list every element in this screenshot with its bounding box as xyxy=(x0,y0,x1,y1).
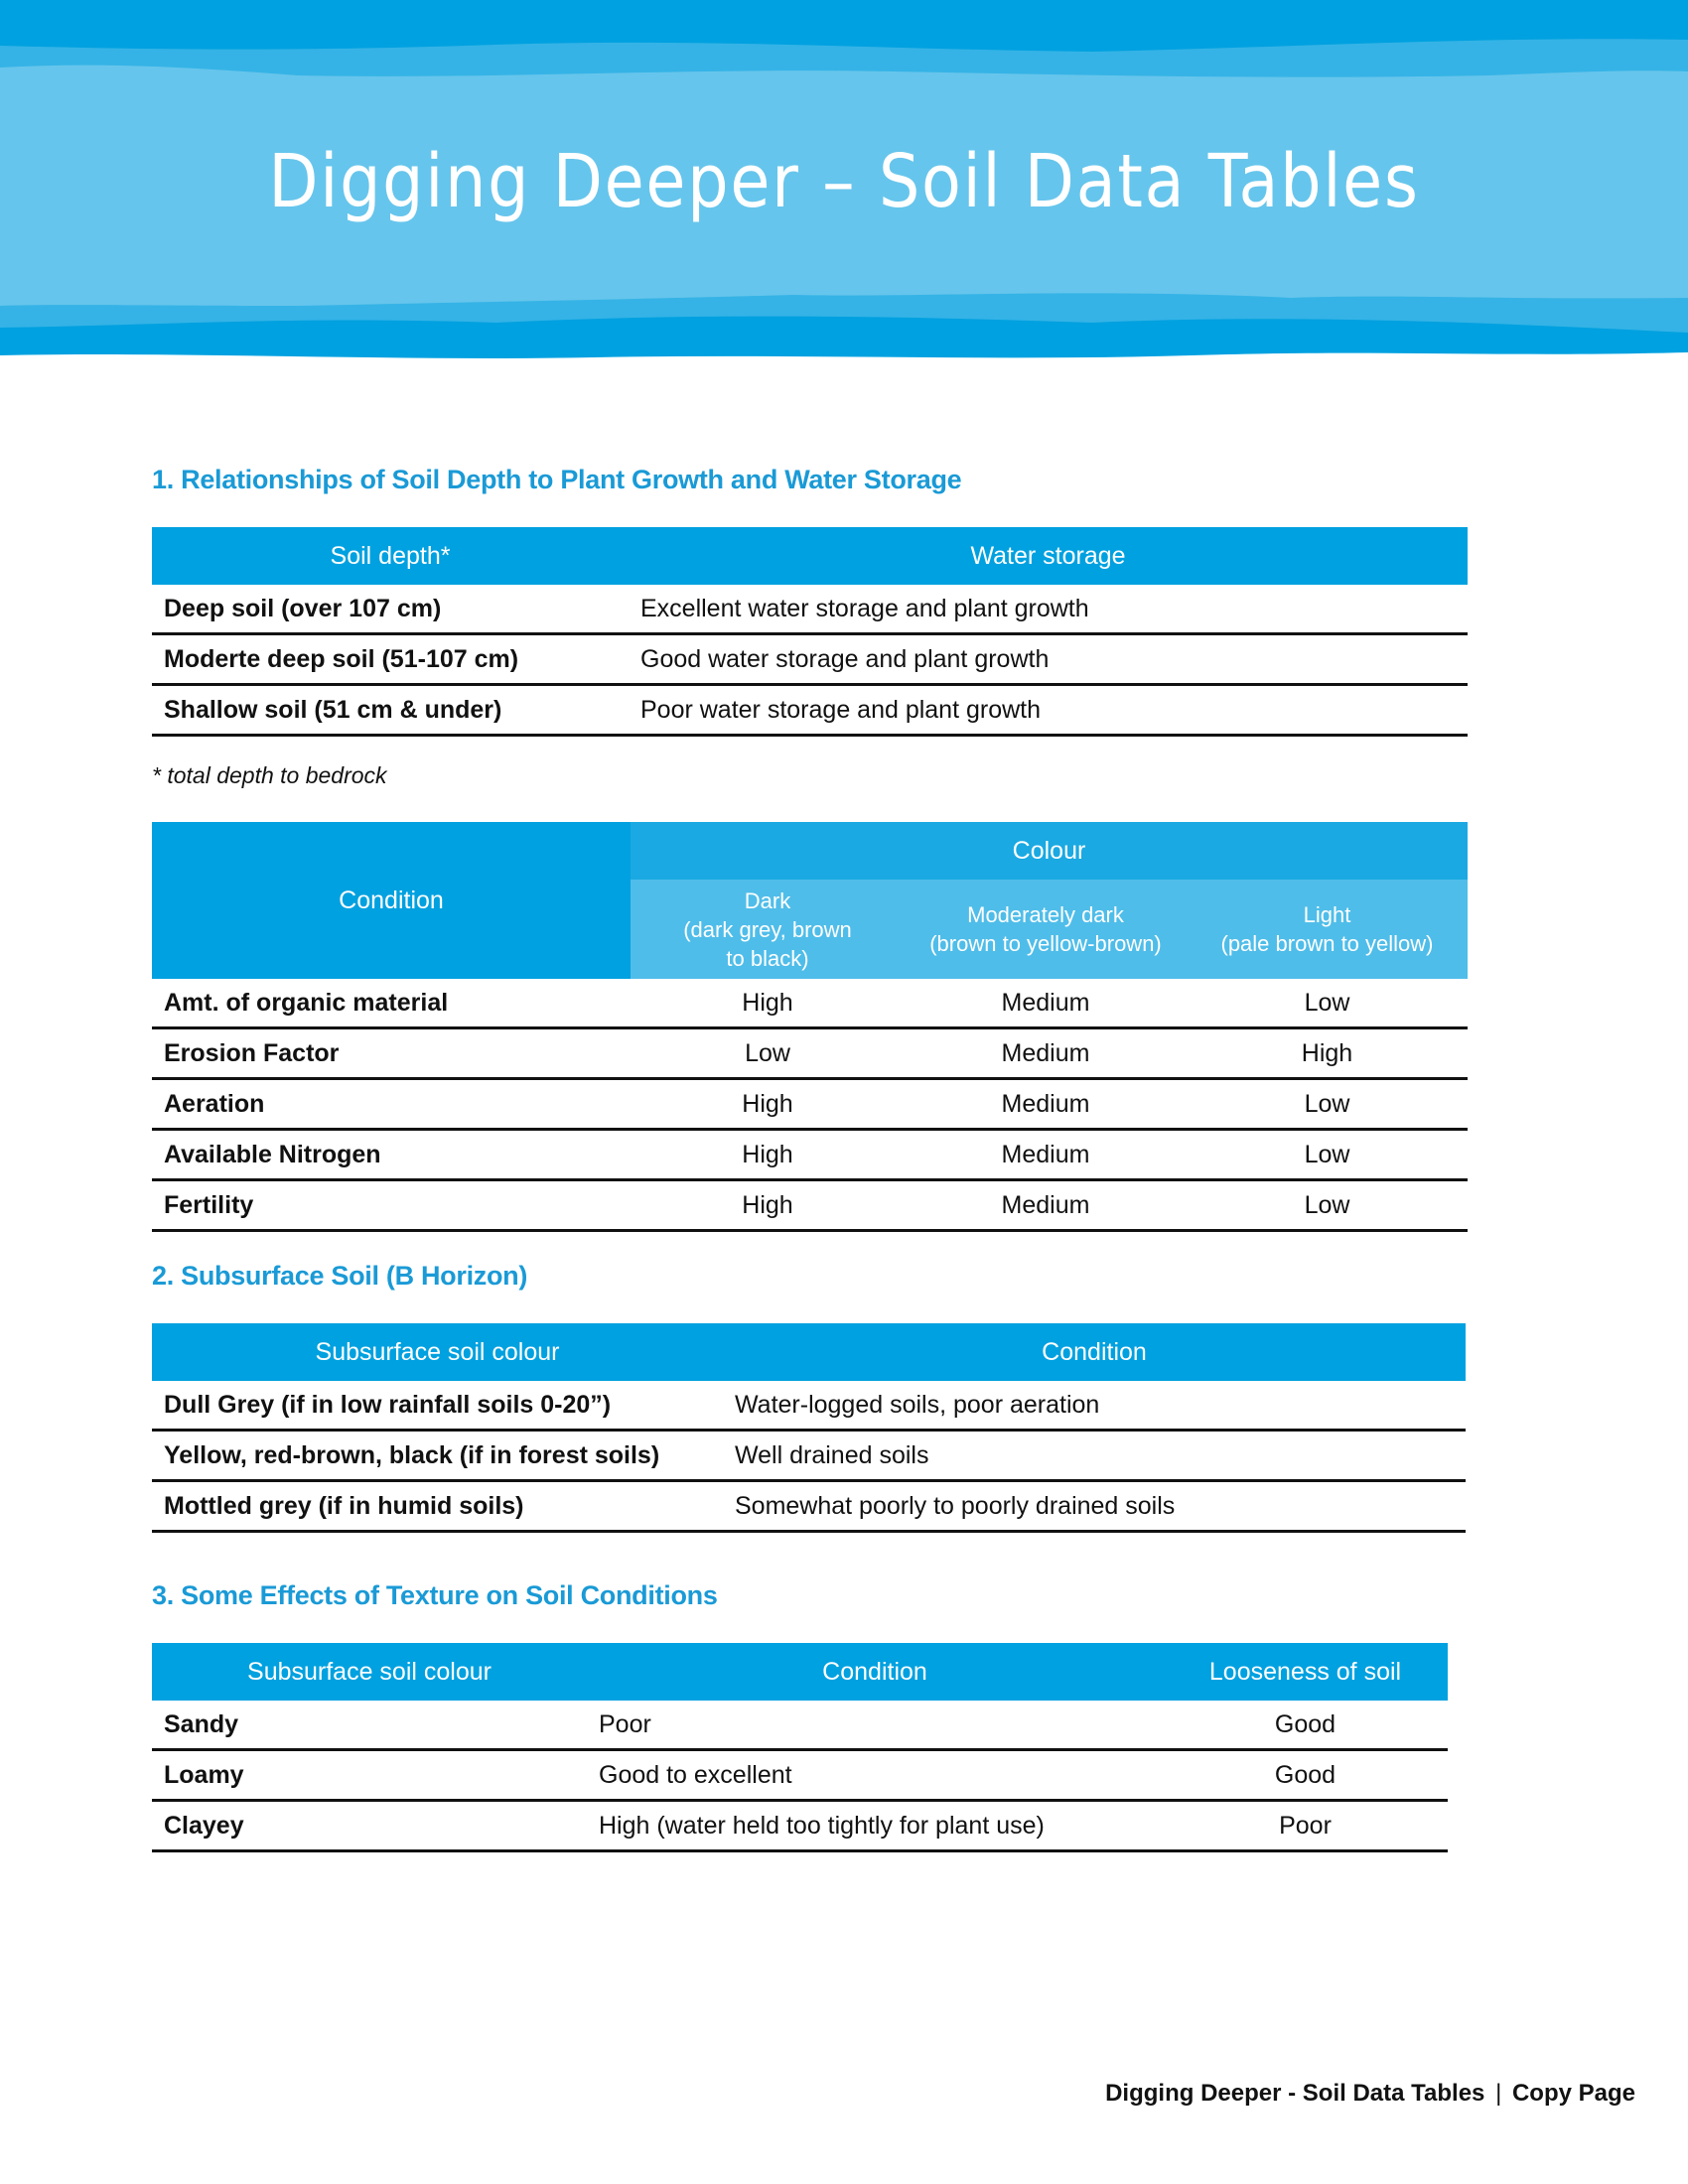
table-row xyxy=(152,1180,1468,1231)
subheader-title: Moderately dark xyxy=(967,902,1124,927)
table-cell: Clayey xyxy=(152,1801,587,1851)
column-subheader-dark xyxy=(631,880,905,979)
texture-effects-table xyxy=(152,1643,1448,1852)
column-header: Colour xyxy=(631,822,1468,880)
subheader-title: Light xyxy=(1303,902,1351,927)
table-row xyxy=(152,1431,1466,1481)
table-cell: Poor xyxy=(587,1701,1163,1750)
table-cell: Amt. of organic material xyxy=(152,979,631,1028)
section-2-heading: 2. Subsurface Soil (B Horizon) xyxy=(152,1261,528,1291)
column-header: Subsurface soil colour xyxy=(152,1323,723,1381)
table-row xyxy=(152,1079,1468,1130)
table-cell: Low xyxy=(1187,1130,1468,1180)
header-banner xyxy=(0,0,1688,362)
table-row xyxy=(152,1381,1466,1431)
table-row xyxy=(152,1130,1468,1180)
soil-colour-table xyxy=(152,822,1468,1232)
table-cell: Good xyxy=(1163,1701,1448,1750)
table-cell: Deep soil (over 107 cm) xyxy=(152,585,629,634)
subheader-desc: (brown to yellow-brown) xyxy=(929,931,1162,956)
table-cell: High xyxy=(631,979,905,1028)
table-cell: Medium xyxy=(905,1079,1187,1130)
table-cell: Somewhat poorly to poorly drained soils xyxy=(723,1481,1466,1532)
table-cell: Good to excellent xyxy=(587,1750,1163,1801)
table-row xyxy=(152,634,1468,685)
page-title: Digging Deeper – Soil Data Tables xyxy=(268,139,1420,224)
table-row xyxy=(152,1028,1468,1079)
table-cell: Medium xyxy=(905,979,1187,1028)
page-footer xyxy=(1105,2080,1635,2108)
table-cell: Dull Grey (if in low rainfall soils 0-20”) xyxy=(152,1381,723,1431)
table-cell: Medium xyxy=(905,1130,1187,1180)
table-cell: Moderte deep soil (51-107 cm) xyxy=(152,634,629,685)
table-cell: Erosion Factor xyxy=(152,1028,631,1079)
table-row xyxy=(152,979,1468,1028)
table-cell: High xyxy=(631,1180,905,1231)
column-subheader-moderately-dark xyxy=(905,880,1187,979)
table-cell: High xyxy=(631,1130,905,1180)
column-header: Condition xyxy=(723,1323,1466,1381)
table-cell: Medium xyxy=(905,1180,1187,1231)
table-cell: Water-logged soils, poor aeration xyxy=(723,1381,1466,1431)
subheader-desc: (pale brown to yellow) xyxy=(1220,931,1434,956)
table-cell: High xyxy=(631,1079,905,1130)
table-cell: Yellow, red-brown, black (if in forest soils) xyxy=(152,1431,723,1481)
footnote: * total depth to bedrock xyxy=(152,762,387,788)
table-cell: Good xyxy=(1163,1750,1448,1801)
table-cell: Poor water storage and plant growth xyxy=(629,685,1468,736)
table-cell: Sandy xyxy=(152,1701,587,1750)
subheader-desc: to black) xyxy=(726,945,809,971)
table-cell: Low xyxy=(1187,1079,1468,1130)
column-header: Soil depth* xyxy=(152,527,629,585)
table-row xyxy=(152,1750,1448,1801)
table-row xyxy=(152,1801,1448,1851)
column-subheader-light xyxy=(1187,880,1468,979)
table-cell: High (water held too tightly for plant use) xyxy=(587,1801,1163,1851)
column-header: Condition xyxy=(587,1643,1163,1701)
table-cell: Good water storage and plant growth xyxy=(629,634,1468,685)
table-cell: Low xyxy=(631,1028,905,1079)
table-cell: Loamy xyxy=(152,1750,587,1801)
table-row xyxy=(152,1701,1448,1750)
subsurface-soil-table xyxy=(152,1323,1466,1533)
table-cell: Poor xyxy=(1163,1801,1448,1851)
table-row xyxy=(152,1481,1466,1532)
column-header: Water storage xyxy=(629,527,1468,585)
table-cell: Shallow soil (51 cm & under) xyxy=(152,685,629,736)
table-row xyxy=(152,685,1468,736)
table-row xyxy=(152,585,1468,634)
column-header: Condition xyxy=(152,822,631,979)
table-cell: Available Nitrogen xyxy=(152,1130,631,1180)
table-cell: Medium xyxy=(905,1028,1187,1079)
table-cell: Mottled grey (if in humid soils) xyxy=(152,1481,723,1532)
table-cell: High xyxy=(1187,1028,1468,1079)
column-header: Subsurface soil colour xyxy=(152,1643,587,1701)
footer-label: Copy Page xyxy=(1511,2080,1635,2107)
column-header: Looseness of soil xyxy=(1163,1643,1448,1701)
table-cell: Fertility xyxy=(152,1180,631,1231)
table-cell: Low xyxy=(1187,979,1468,1028)
table-cell: Aeration xyxy=(152,1079,631,1130)
footer-title: Digging Deeper - Soil Data Tables xyxy=(1105,2080,1485,2107)
table-cell: Excellent water storage and plant growth xyxy=(629,585,1468,634)
table-cell: Well drained soils xyxy=(723,1431,1466,1481)
subheader-title: Dark xyxy=(744,887,791,913)
section-1-heading: 1. Relationships of Soil Depth to Plant Growth and Water Storage xyxy=(152,465,962,494)
table-cell: Low xyxy=(1187,1180,1468,1231)
footer-separator: | xyxy=(1495,2080,1502,2107)
soil-depth-table xyxy=(152,527,1468,737)
subheader-desc: (dark grey, brown xyxy=(683,916,852,942)
section-3-heading: 3. Some Effects of Texture on Soil Conditions xyxy=(152,1580,718,1610)
